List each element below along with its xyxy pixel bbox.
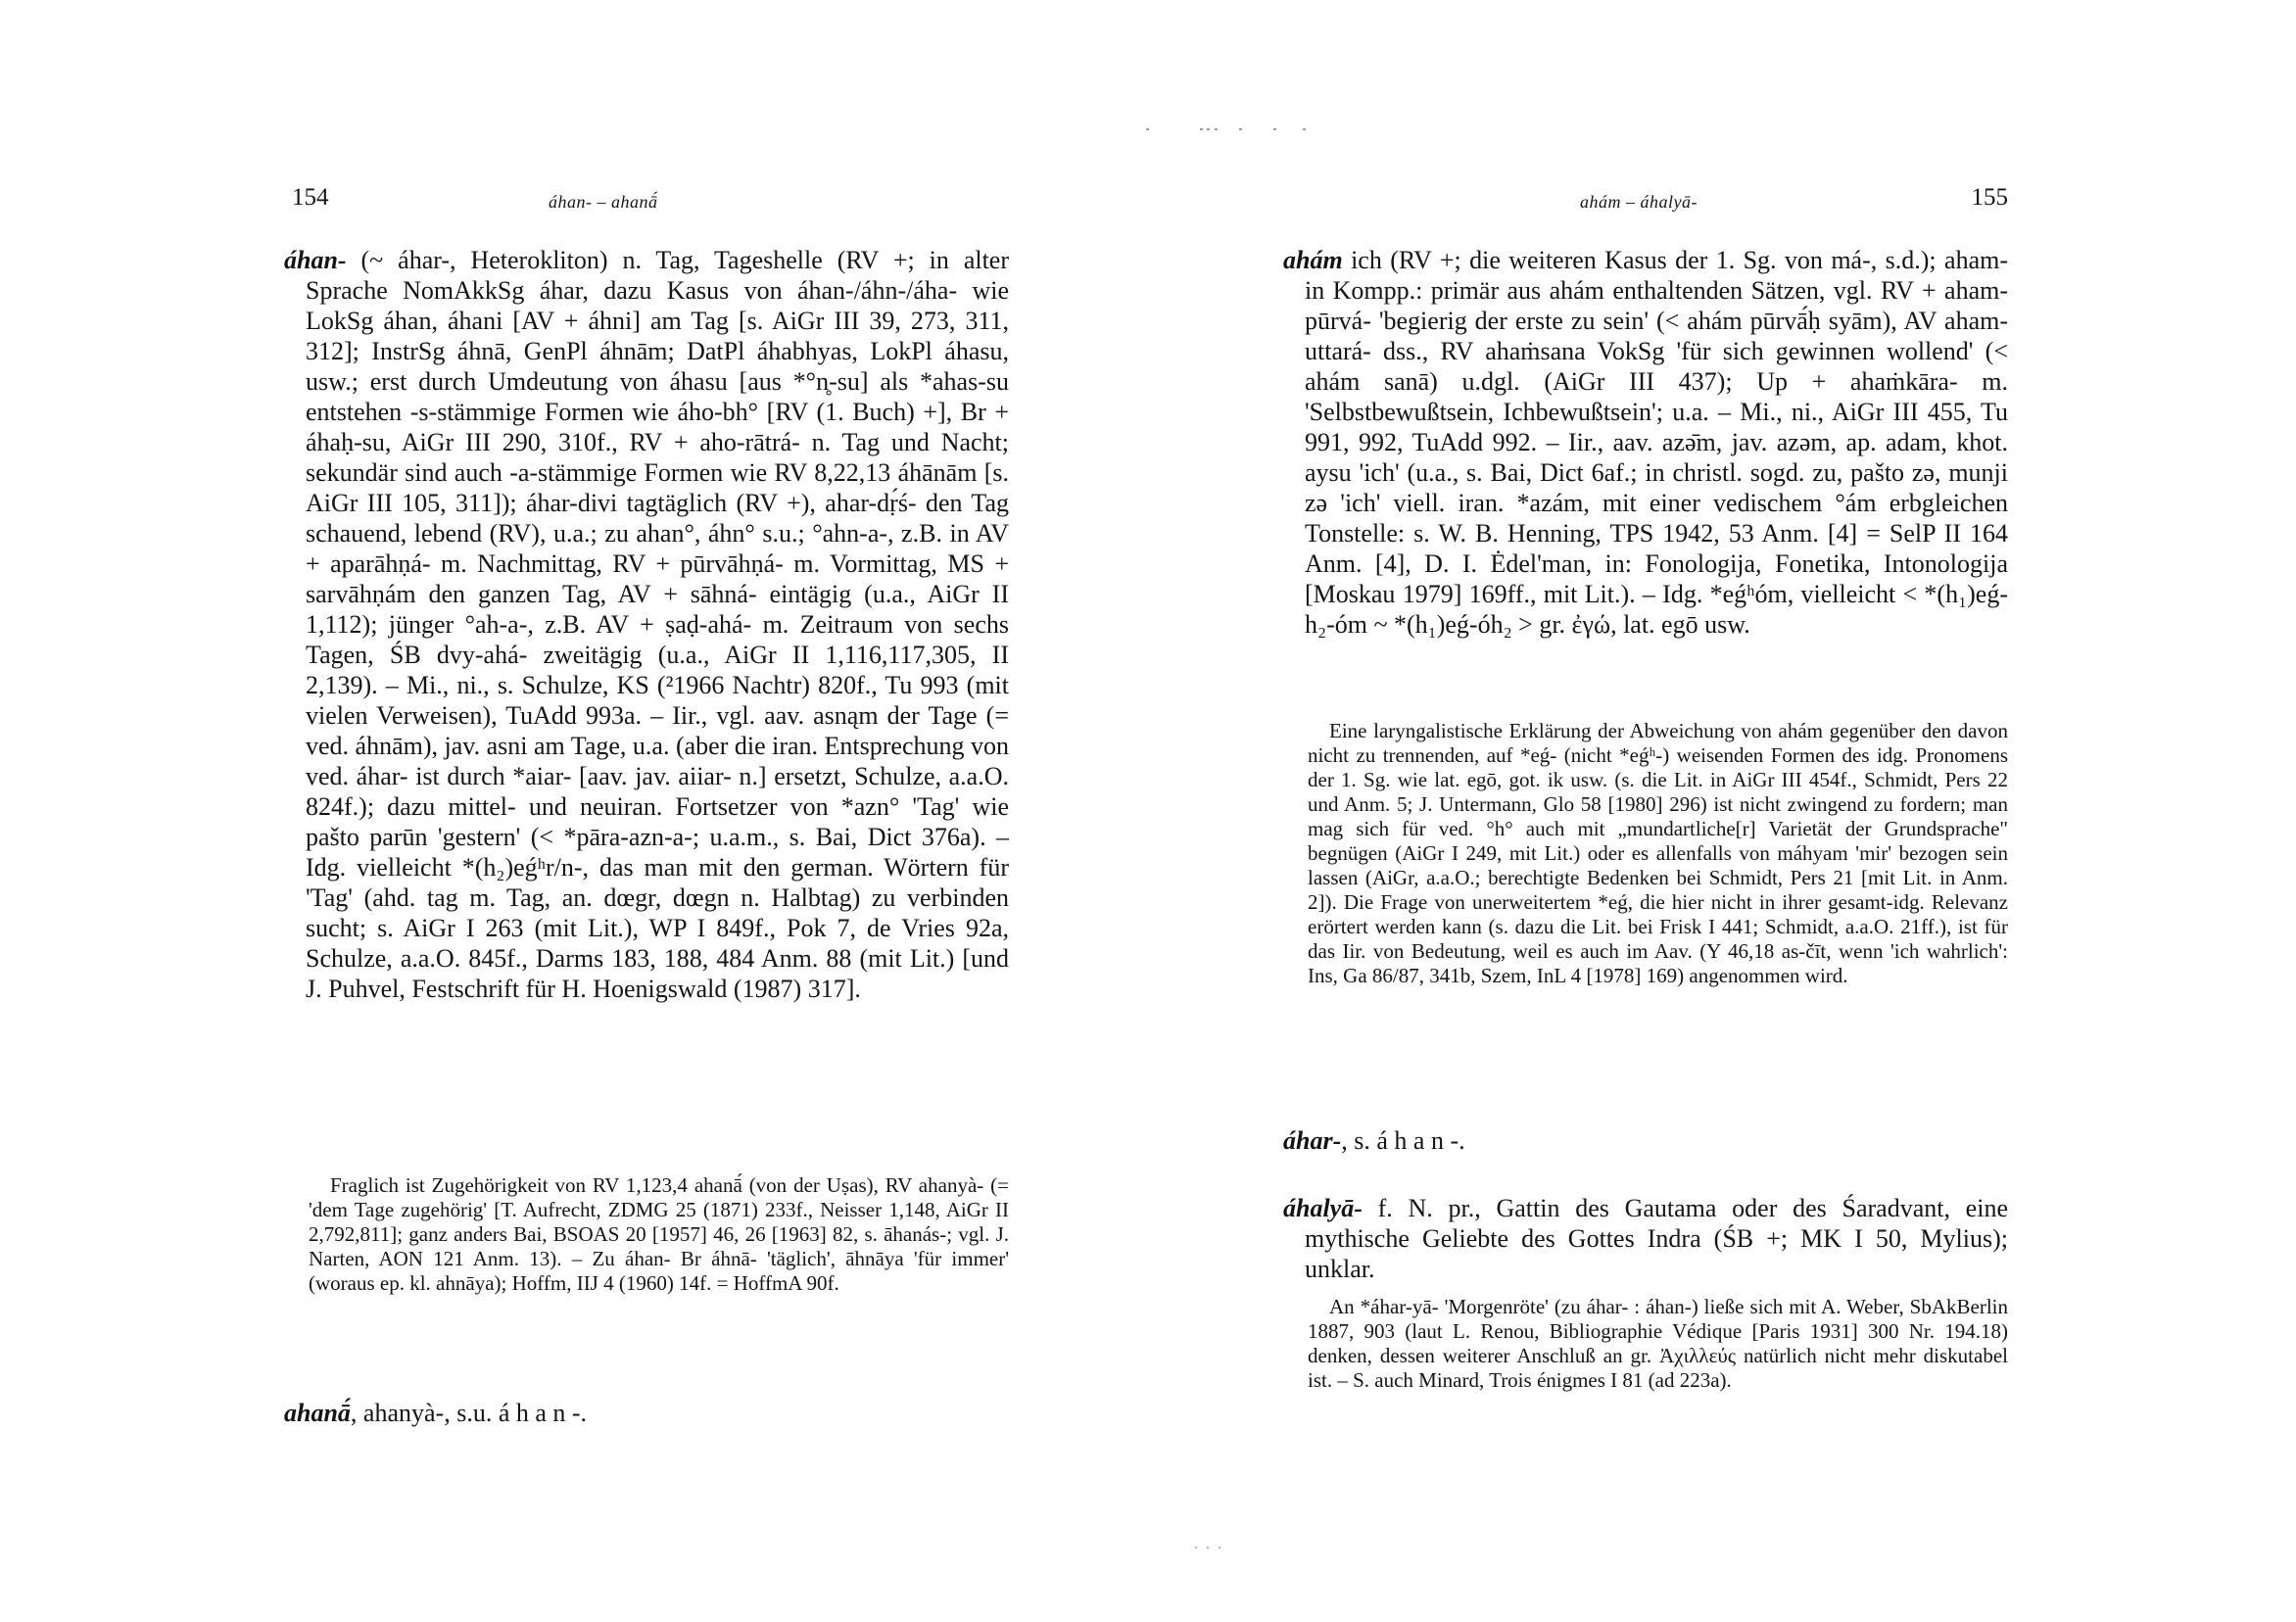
lemma-ahana: ahanā́ (284, 1399, 351, 1427)
entry-aham (1283, 245, 2008, 640)
right-page (1283, 0, 2008, 1622)
lemma-ahar: áhar- (1283, 1126, 1342, 1155)
entry-ahan-text: (~ áhar-, Heterokliton) n. Tag, Tageshelle (RV +; in alter Sprache NomAkkSg áhar, dazu Kasus von áhan-/áhn-/áha- wie LokSg áhan, áhani [AV + áhni] am Tag [s. AiGr III 39, 273, 311, 312]; InstrSg áhnā, GenPl áhnām; DatPl áhabhyas, LokPl áhasu, usw.; erst durch Umdeutung von áhasu [aus *°n̥-su] als *ahas-su entstehen -s-stämmige Formen wie áho-bh° [RV (1. Buch) +], Br + áhaḥ-su, AiGr III 290, 310f., RV + aho-rātrá- n. Tag und Nacht; sekundär sind auch -a-stämmige Formen wie RV 8,22,13 áhānām [s. AiGr III 105, 311]); áhar-divi tagtäglich (RV +), ahar-dṛ́ś- den Tag schauend, lebend (RV), u.a.; zu ahan°, áhn° s.u.; °ahn-a-, z.B. in AV + aparāhṇá- m. Nachmittag, RV + pūrvāhṇá- m. Vormittag, MS + sarvāhṇám den ganzen Tag, AV + sāhná- eintägig (u.a., AiGr II 1,112); jünger °ah-a-, z.B. AV + ṣaḍ-ahá- m. Zeitraum von sechs Tagen, ŚB dvy-ahá- zweitägig (u.a., AiGr II 1,116,117,305, II 2,139). – Mi., ni., s. Schulze, KS (²1966 Nachtr) 820f., Tu 993 (mit vielen Verweisen), TuAdd 993a. – Iir., vgl. aav. asnąm der Tage (= ved. áhnām), jav. asni am Tage, u.a. (aber die iran. Entsprechung von ved. áhar- ist durch *aiar- [aav. jav. aiiar- n.] ersetzt, Schulze, a.a.O. 824f.); dazu mittel- und neuiran. Fortsetzer von *azn° 'Tag' wie pašto parūn 'gestern' (< *pāra-azn-a-; u.a.m., s. Bai, Dict 376a). – Idg. vielleicht *(h₂)eǵʰr/n-, das man mit den german. Wörtern für 'Tag' (ahd. tag m. Tag, an. dœgr, dœgn n. Halbtag) zu verbinden sucht; s. AiGr I 263 (mit Lit.), WP I 849f., Pok 7, de Vries 92a, Schulze, a.a.O. 845f., Darms 183, 188, 484 Anm. 88 (mit Lit.) [und J. Puhvel, Festschrift für H. Hoenigswald (1987) 317]. (306, 246, 1010, 1003)
note-aham (1283, 719, 2008, 988)
running-head: áhan- – ahanā́ (549, 192, 658, 212)
entry-aham-text: ich (RV +; die weiteren Kasus der 1. Sg. von má-, s.d.); aham- in Kompp.: primär aus ahám enthaltenden Sätzen, vgl. RV + aham-pūrvá- 'begierig der erste zu sein' (< ahám pūrvā́ḥ syām), AV aham-uttará- dss., RV ahaṁsana VokSg 'für sich gewinnen wollend' (< ahám sanā) u.dgl. (AiGr III 437); Up + ahaṁkāra- m. 'Selbstbewußtsein, Ichbewußtsein'; u.a. – Mi., ni., AiGr III 455, Tu 991, 992, TuAdd 992. – Iir., aav. azə̄m, jav. azəm, ap. adam, khot. aysu 'ich' (u.a., s. Bai, Dict 6af.; in christl. sogd. zu, pašto zə, munji zə 'ich' viell. iran. *azám, mit einer vedischem °ám erbgleichen Tonstelle: s. W. B. Henning, TPS 1942, 53 Anm. [4] = SelP II 164 Anm. [4], D. I. Ėdel'man, in: Fonologija, Fonetika, Intonologija [Moskau 1979] 169ff., mit Lit.). – Idg. *eǵʰóm, vielleicht < *(h₁)eǵ-h₂-óm ~ *(h₁)eǵ-óh₂ > gr. ἐγώ, lat. egō usw. (1305, 246, 2008, 639)
entry-ahar (1283, 1126, 1465, 1156)
lemma-aham: ahám (1283, 246, 1343, 274)
entry-ahana-text: , ahanyà-, s.u. á h a n -. (350, 1399, 588, 1427)
entry-ahar-text: , s. á h a n -. (1341, 1126, 1465, 1155)
running-head: ahám – áhalyā- (1580, 192, 1698, 212)
page-number: 155 (1971, 184, 2008, 211)
entry-ahalya-text: f. N. pr., Gattin des Gautama oder des Śaradvant, eine mythische Geliebte des Gottes Indra (ŚB +; MK I 50, Mylius); unklar. (1305, 1194, 2008, 1283)
page-number: 154 (292, 184, 329, 211)
note-aham-text: Eine laryngalistische Erklärung der Abweichung von ahám gegenüber den davon nicht zu trennenden, auf *eǵ- (nicht *eǵʰ-) weisenden Formen des idg. Pronomens der 1. Sg. wie lat. egō, got. ik usw. (s. die Lit. in AiGr III 454f., Schmidt, Pers 22 und Anm. 5; J. Untermann, Glo 58 [1980] 296) ist nicht zwingend zu fordern; man mag sich für ved. °h° auch mit „mundartliche[r] Varietät der Grundsprache" begnügen (AiGr I 249, mit Lit.) oder es allenfalls von máhyam 'mir' bezogen sein lassen (AiGr, a.a.O.; berechtigte Bedenken bei Schmidt, Pers 21 [mit Lit. in Anm. 2]). Die Frage von unerweitertem *eǵ, die hier nicht in ihrer gesamt-idg. Relevanz erörtert werden kann (s. dazu die Lit. bei Frisk I 441; Schmidt, a.a.O. 21ff.), ist für das Iir. von Bedeutung, weil es auch im Aav. (Y 46,18 as-čīt, wenn 'ich wahrlich': Ins, Ga 86/87, 341b, Szem, InL 4 [1978] 169) angenommen wird. (1308, 719, 2008, 987)
scan-specks-bottom (1195, 1546, 1224, 1550)
left-page (284, 0, 1009, 1622)
note-ahan-text: Fraglich ist Zugehörigkeit von RV 1,123,4 ahanā́ (von der Uṣas), RV ahanyà- (= 'dem Tage zugehörig' [T. Aufrecht, ZDMG 25 (1871) 233f., Neisser 1,148, AiGr II 2,792,811]; ganz anders Bai, BSOAS 20 [1957] 46, 26 [1963] 82, s. āhanás-; vgl. J. Narten, AON 121 Anm. 13). – Zu áhan- Br áhnā- 'täglich', āhnāya 'für immer' (woraus ep. kl. ahnāya); Hoffm, IIJ 4 (1960) 14f. = HoffmA 90f. (309, 1173, 1009, 1295)
entry-ahalya (1283, 1193, 2008, 1284)
entry-ahan (284, 245, 1009, 1004)
lemma-ahalya: áhalyā- (1283, 1194, 1363, 1222)
lemma-ahan: áhan- (284, 246, 347, 274)
note-ahalya: An *áhar-yā- 'Morgenröte' (zu áhar- : áhan-) ließe sich mit A. Weber, SbAkBerlin 1887, 903 (laut L. Renou, Bibliographie Védique [Paris 1931] 300 Nr. 194.18) denken, dessen weiterer Anschluß an gr. Ἀχιλλεύς natürlich nicht mehr diskutabel ist. – S. auch Minard, Trois énigmes I 81 (ad 223a). (1308, 1295, 2008, 1392)
note-ahan (284, 1173, 1009, 1296)
entry-ahana (284, 1399, 587, 1428)
